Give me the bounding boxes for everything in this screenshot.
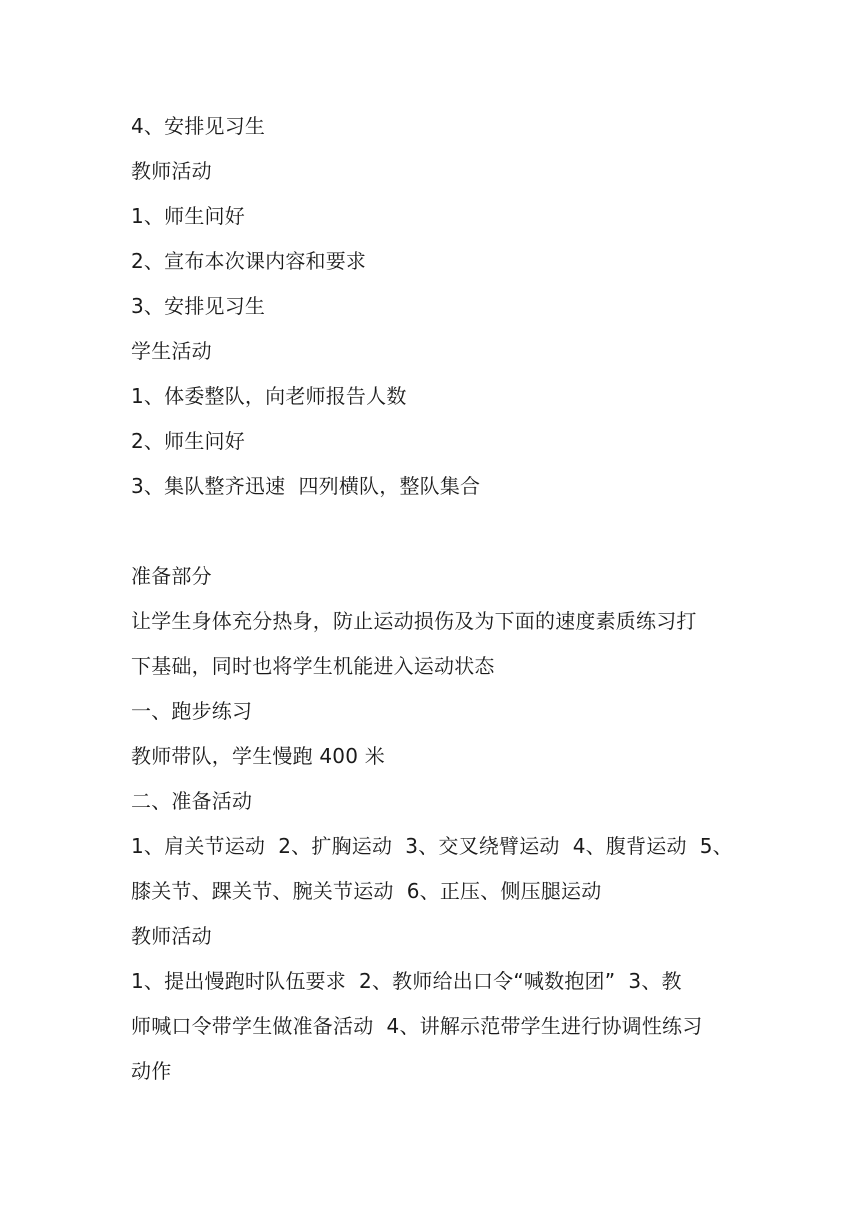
student-item: 2、师生问好 — [131, 429, 245, 453]
teacher-item: 2、宣布本次课内容和要求 — [131, 249, 367, 273]
warmup-items-line: 1、肩关节运动 2、扩胸运动 3、交叉绕臂运动 4、腹背运动 5、 — [131, 834, 733, 858]
student-item: 3、集队整齐迅速 四列横队，整队集合 — [131, 474, 481, 498]
preparation-intro-line: 下基础，同时也将学生机能进入运动状态 — [131, 654, 495, 678]
warmup-items-line: 膝关节、踝关节、腕关节运动 6、正压、侧压腿运动 — [131, 879, 602, 903]
teacher-activity-line: 1、提出慢跑时队伍要求 2、教师给出口令“喊数抱团” 3、教 — [131, 969, 682, 993]
subsection-title-running: 一、跑步练习 — [131, 699, 253, 723]
student-item: 1、体委整队，向老师报告人数 — [131, 384, 407, 408]
teacher-activity-heading: 教师活动 — [131, 924, 212, 948]
running-description: 教师带队，学生慢跑 400 米 — [131, 744, 385, 768]
section-title-preparation: 准备部分 — [131, 564, 212, 588]
step-arrange-trainees: 4、安排见习生 — [131, 114, 266, 138]
teacher-activity-line: 动作 — [131, 1059, 172, 1083]
document-body — [131, 104, 741, 1094]
teacher-activity-heading: 教师活动 — [131, 159, 212, 183]
teacher-activity-line: 师喊口令带学生做准备活动 4、讲解示范带学生进行协调性练习 — [131, 1014, 703, 1038]
preparation-intro-line: 让学生身体充分热身，防止运动损伤及为下面的速度素质练习打 — [131, 609, 697, 633]
student-activity-heading: 学生活动 — [131, 339, 212, 363]
paragraph-spacer — [131, 509, 741, 554]
teacher-item: 3、安排见习生 — [131, 294, 266, 318]
subsection-title-warmup: 二、准备活动 — [131, 789, 253, 813]
teacher-item: 1、师生问好 — [131, 204, 245, 228]
